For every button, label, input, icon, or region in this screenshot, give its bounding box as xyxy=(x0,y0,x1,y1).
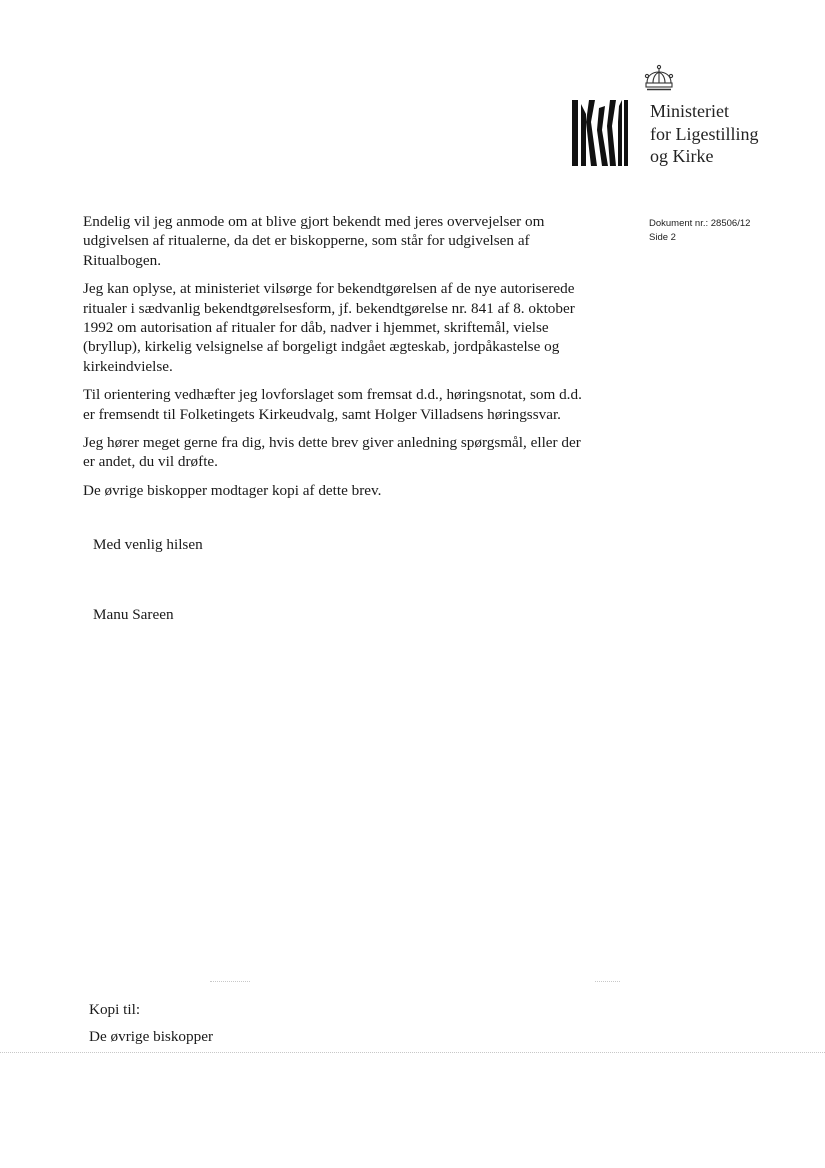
page-number: Side 2 xyxy=(649,232,676,243)
paragraph: Til orientering vedhæfter jeg lovforslaget som fremsat d.d., høringsnotat, som d.d. er fremsendt til Folketingets Kirkeudvalg, samt Holger Villadsens høringssvar. xyxy=(83,386,582,423)
closing-greeting: Med venlig hilsen xyxy=(93,536,203,553)
scan-artifact xyxy=(595,981,620,982)
scan-artifact xyxy=(0,1052,825,1053)
ministry-logo xyxy=(572,100,628,166)
letter-body xyxy=(83,212,583,509)
ministry-line-2: for Ligestilling xyxy=(650,123,759,144)
scan-artifact xyxy=(210,981,250,982)
ministry-name xyxy=(650,100,758,168)
document-meta xyxy=(649,217,750,245)
ministry-line-1: Ministeriet xyxy=(650,101,729,121)
document-number: Dokument nr.: 28506/12 xyxy=(649,218,751,229)
ministry-line-3: og Kirke xyxy=(650,146,714,166)
paragraph: De øvrige biskopper modtager kopi af dette brev. xyxy=(83,481,382,499)
paragraph: Jeg kan oplyse, at ministeriet vilsørge for bekendtgørelsen af de nye autoriserede ritualer i sædvanlig bekendtgørelsesform, jf. bekendtgørelse nr. 841 af 8. oktober 1992 om autorisation af ritualer for dåb, nadver i hjemmet, skriftemål, vielse (bryllup), kirkelig velsignelse af borgeligt indgået ægteskab, jordpåkastelse og kirkeindvielse. xyxy=(83,280,575,375)
copy-recipient: De øvrige biskopper xyxy=(89,1028,213,1045)
paragraph: Endelig vil jeg anmode om at blive gjort bekendt med jeres overvejelser om udgivelsen af ritualerne, da det er biskopperne, som står for udgivelsen af Ritualbogen. xyxy=(83,213,545,269)
signature-name: Manu Sareen xyxy=(93,606,174,623)
paragraph: Jeg hører meget gerne fra dig, hvis dette brev giver anledning spørgsmål, eller der er andet, du vil drøfte. xyxy=(83,434,581,471)
copy-heading: Kopi til: xyxy=(89,1001,141,1018)
crown-icon xyxy=(641,64,677,92)
